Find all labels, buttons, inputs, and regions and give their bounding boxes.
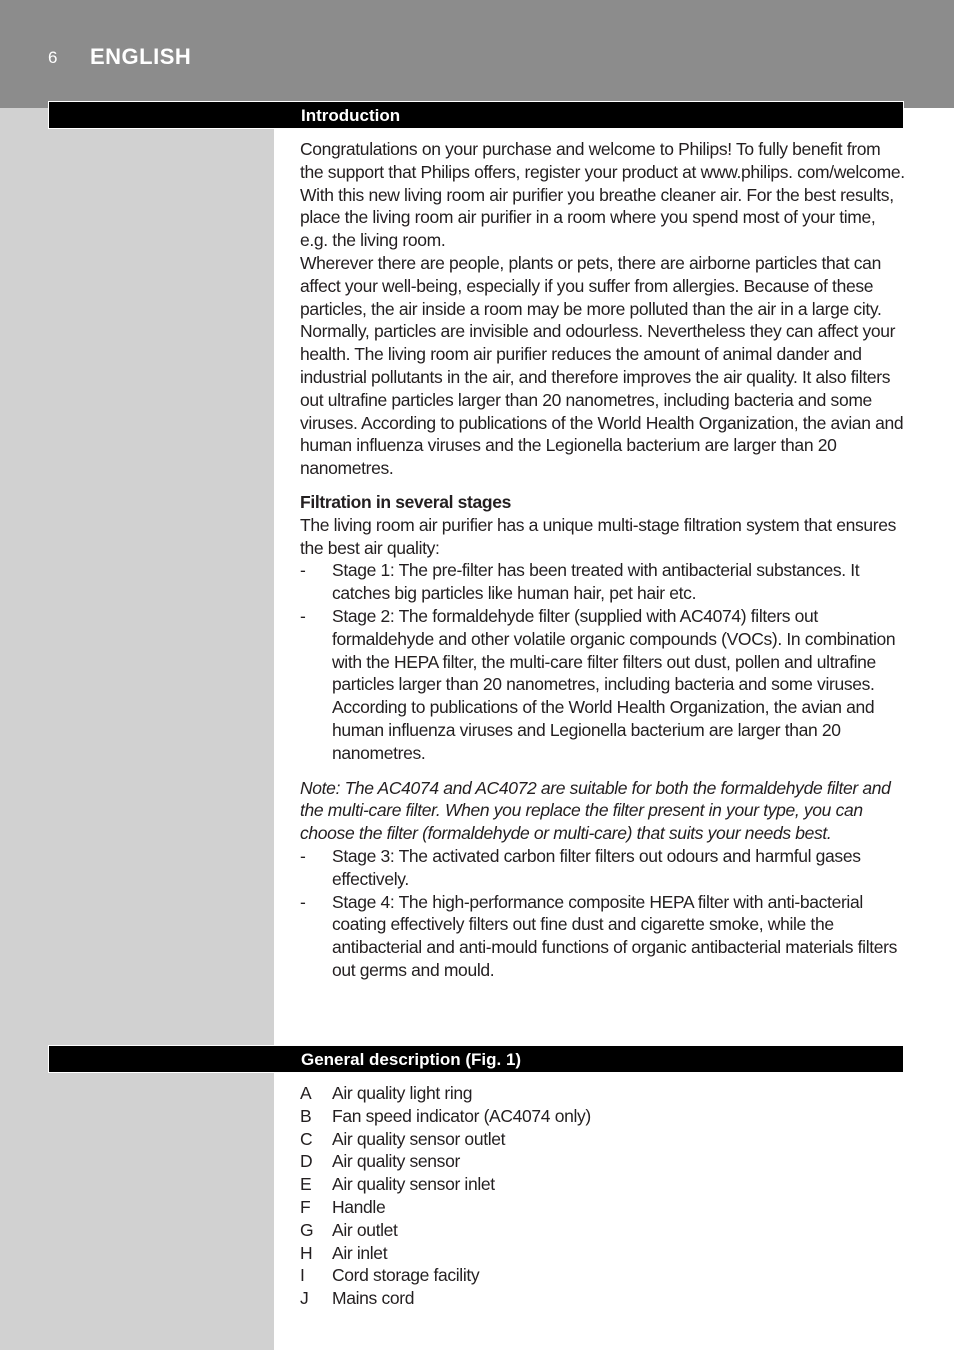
paragraph: The living room air purifier has a unique multi-stage filtration system that ensures the best air quality: — [300, 514, 897, 558]
part-letter: A — [300, 1083, 312, 1103]
part-label: Air outlet — [332, 1219, 398, 1240]
part-letter: B — [300, 1105, 312, 1126]
paragraph: Wherever there are people, plants or pets, there are airborne particles that can affect your well-being, especially if you suffer from allergies. Because of these particles, the air inside a room may be more polluted than the air in a large city. — [300, 252, 882, 319]
list-item — [300, 605, 906, 765]
part-label: Air quality sensor — [332, 1151, 460, 1172]
side-column — [0, 108, 274, 1350]
paragraph: Congratulations on your purchase and welcome to Philips! To fully benefit from the support that Philips offers, register your product at www.philips. com/welcome. — [300, 139, 905, 182]
parts-list-item — [300, 1082, 906, 1105]
section-title: General description (Fig. 1) — [301, 1050, 522, 1069]
part-letter: E — [300, 1174, 312, 1195]
list-item — [300, 891, 906, 982]
parts-list-item — [300, 1105, 906, 1128]
list-item-text: Stage 4: The high-performance composite HEPA filter with anti-bacterial coating effectively filters out fine dust and cigarette smoke, while the antibacterial and anti-mould functions of organic antibacterial materials filters out germs and mould. — [332, 891, 898, 980]
language-heading: ENGLISH — [90, 44, 192, 69]
list-item-text: Stage 1: The pre-filter has been treated with antibacterial substances. It catches big particles like human hair, pet hair etc. — [332, 560, 860, 604]
part-label: Cord storage facility — [332, 1265, 480, 1286]
part-letter: I — [300, 1265, 305, 1286]
section-bar-general-description — [48, 1045, 904, 1073]
introduction-body — [300, 138, 906, 982]
bullet-dash: - — [300, 605, 306, 626]
part-label: Air inlet — [332, 1242, 388, 1263]
bullet-dash: - — [300, 891, 306, 912]
part-letter: G — [300, 1219, 314, 1240]
bullet-dash: - — [300, 845, 306, 866]
parts-list-item — [300, 1196, 906, 1219]
page-number: 6 — [48, 48, 58, 67]
parts-list-item — [300, 1219, 906, 1242]
part-label: Handle — [332, 1196, 386, 1217]
list-item — [300, 559, 906, 605]
parts-list-item — [300, 1242, 906, 1265]
parts-list-item — [300, 1173, 906, 1196]
general-description-body — [300, 1082, 906, 1310]
list-item-text: Stage 2: The formaldehyde filter (supplied with AC4074) filters out formaldehyde and other volatile organic compounds (VOCs). In combination with the HEPA filter, the multi-care filter filters out dust, pollen and ultrafine particles larger than 20 nanometres, including bacteria and some viruses. According to publications of the World Health Organization, the avian and human influenza viruses and Legionella bacterium are larger than 20 nanometres. — [332, 605, 896, 763]
stage-list — [300, 845, 906, 982]
note-text: Note: The AC4074 and AC4072 are suitable for both the formaldehyde filter and the multi-care filter. When you replace the filter present in your type, you can choose the filter (formaldehyde or multi-care) that suits your needs best. — [300, 777, 891, 844]
part-letter: J — [300, 1288, 309, 1309]
parts-list-item — [300, 1128, 906, 1151]
part-letter: D — [300, 1151, 313, 1172]
list-item — [300, 845, 906, 891]
part-letter: F — [300, 1196, 311, 1217]
parts-list-item — [300, 1264, 906, 1287]
stage-list — [300, 559, 906, 764]
part-label: Mains cord — [332, 1288, 415, 1309]
parts-list-item — [300, 1287, 906, 1310]
paragraph: With this new living room air purifier you breathe cleaner air. For the best results, place the living room air purifier in a room where you spend most of your time, e.g. the living room. — [300, 184, 894, 251]
part-label: Air quality sensor inlet — [332, 1174, 495, 1195]
part-label: Fan speed indicator (AC4074 only) — [332, 1105, 591, 1126]
parts-list — [300, 1082, 906, 1310]
part-label: Air quality light ring — [332, 1083, 473, 1103]
part-letter: C — [300, 1128, 313, 1149]
paragraph: Normally, particles are invisible and odourless. Nevertheless they can affect your health. The living room air purifier reduces the amount of animal dander and industrial pollutants in the air, and therefore improves the air quality. It also filters out ultrafine particles larger than 20 nanometres, including bacteria and some viruses. According to publications of the World Health Organization, the avian and human influenza viruses and the Legionella bacterium are larger than 20 nanometres. — [300, 321, 904, 479]
parts-list-item — [300, 1150, 906, 1173]
bullet-dash: - — [300, 560, 306, 581]
part-label: Air quality sensor outlet — [332, 1128, 506, 1149]
section-bar-introduction — [48, 101, 904, 129]
filtration-heading: Filtration in several stages — [300, 491, 511, 512]
list-item-text: Stage 3: The activated carbon filter filters out odours and harmful gases effectively. — [332, 845, 861, 889]
section-title: Introduction — [301, 106, 401, 125]
part-letter: H — [300, 1242, 313, 1263]
